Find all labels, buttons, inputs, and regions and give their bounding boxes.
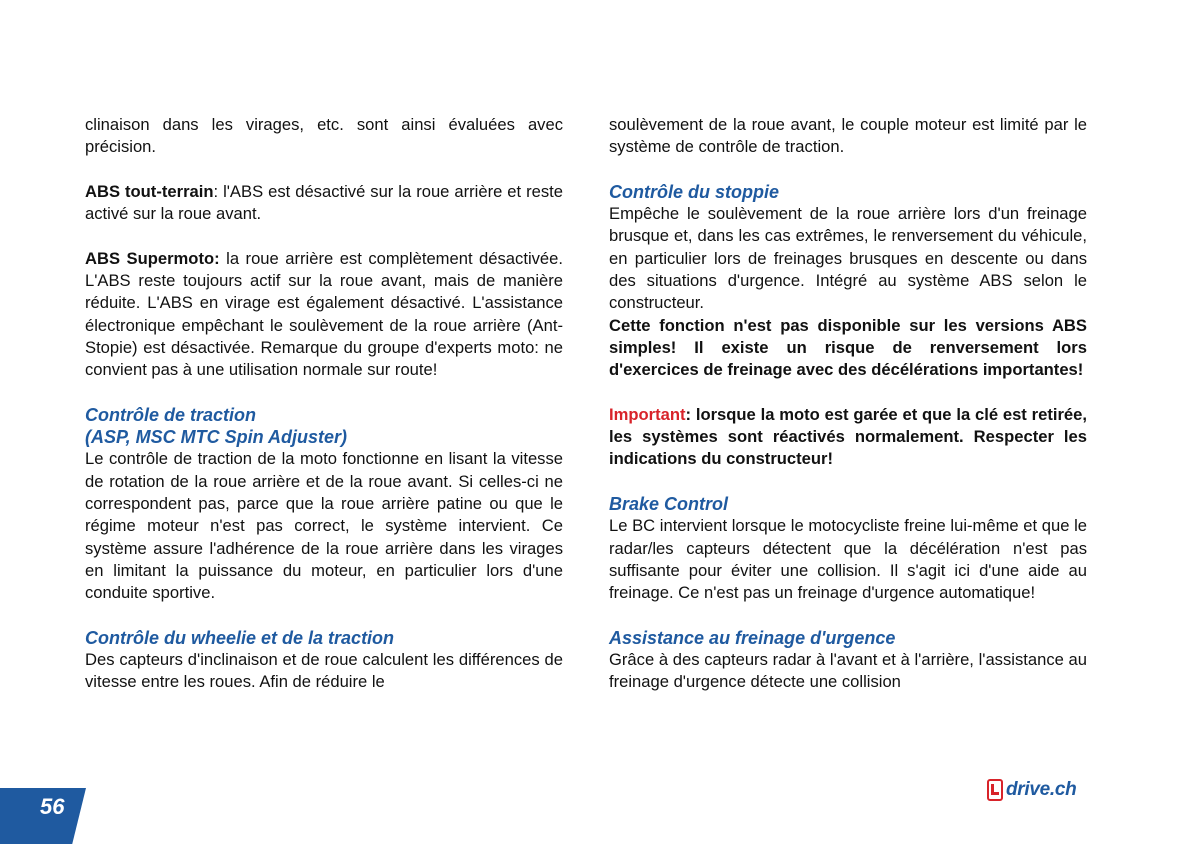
- emergency-brake-paragraph: Grâce à des capteurs radar à l'avant et à l'arrière, l'assistance au freinage d'urgence détecte une collision: [609, 650, 1087, 692]
- page-number: 56: [40, 794, 65, 819]
- abs-offroad-label: ABS tout-terrain: [85, 181, 214, 201]
- brake-control-heading: Brake Control: [609, 494, 729, 515]
- drive-ch-logo: [987, 776, 1076, 804]
- abs-supermoto-paragraph: [85, 248, 563, 382]
- right-column: [609, 114, 1087, 694]
- stoppie-paragraph: Empêche le soulèvement de la roue arrière lors d'un freinage brusque et, dans les cas extrêmes, le renversement du véhicule, en particulier lors de freinages brusques en descente ou dans des situations d'urgence. Intégré au système ABS selon le constructeur.: [609, 204, 1087, 313]
- wheelie-paragraph: Des capteurs d'inclinaison et de roue calculent les différences de vitesse entre les roues. Afin de réduire le: [85, 650, 563, 692]
- important-paragraph: [609, 404, 1087, 471]
- wheelie-heading: Contrôle du wheelie et de la traction: [85, 627, 395, 648]
- traction-heading-line2: (ASP, MSC MTC Spin Adjuster): [85, 427, 348, 448]
- traction-heading-line1: Contrôle de traction: [85, 404, 257, 425]
- important-label: Important: [609, 404, 686, 424]
- traction-heading: [85, 404, 563, 449]
- continuation-paragraph: soulèvement de la roue avant, le couple moteur est limité par le système de contrôle de traction.: [609, 115, 1087, 157]
- emergency-brake-heading: Assistance au freinage d'urgence: [609, 627, 896, 648]
- abs-offroad-paragraph: [85, 181, 563, 226]
- abs-offroad-text: : l'ABS est désactivé sur la roue arrière et reste activé sur la roue avant.: [85, 181, 563, 224]
- abs-supermoto-label: ABS Supermoto:: [85, 248, 220, 268]
- left-column: [85, 114, 563, 694]
- brake-control-paragraph: Le BC intervient lorsque le motocycliste freine lui-même et que le radar/les capteurs détectent que la décélération n'est pas suffisante pour éviter une collision. Il s'agit ici d'une aide au freinage. Ce n'est pas un freinage d'urgence automatique!: [609, 516, 1087, 603]
- intro-paragraph: clinaison dans les virages, etc. sont ainsi évaluées avec précision.: [85, 115, 563, 157]
- stoppie-heading: Contrôle du stoppie: [609, 181, 779, 202]
- important-text: : lorsque la moto est garée et que la clé est retirée, les systèmes sont réactivés normalement. Respecter les indications du constructeur!: [609, 404, 1087, 469]
- abs-supermoto-text: la roue arrière est complètement désactivée. L'ABS reste toujours actif sur la roue avant, mais de manière réduite. L'ABS en virage est également désactivé. L'assistance électronique empêchant le soulèvement de la roue arrière (Ant-Stopie) est désactivée. Remarque du groupe d'experts moto: ne convient pas à une utilisation normale sur route!: [85, 248, 563, 380]
- logo-text: drive.ch: [1006, 779, 1077, 800]
- l-plate-icon: [987, 779, 1003, 801]
- traction-paragraph: Le contrôle de traction de la moto fonctionne en lisant la vitesse de rotation de la roue arrière et de la roue avant. Si celles-ci ne correspondent pas, parce que la roue arrière patine ou que le régime moteur n'est pas correct, le système intervient. Ce système assure l'adhérence de la roue arrière dans les virages en limitant la puissance du moteur, en particulier lors d'une conduite sportive.: [85, 449, 563, 603]
- stoppie-warning: Cette fonction n'est pas disponible sur les versions ABS simples! Il existe un risque de renversement lors d'exercices de freinage avec des décélérations importantes!: [609, 315, 1087, 380]
